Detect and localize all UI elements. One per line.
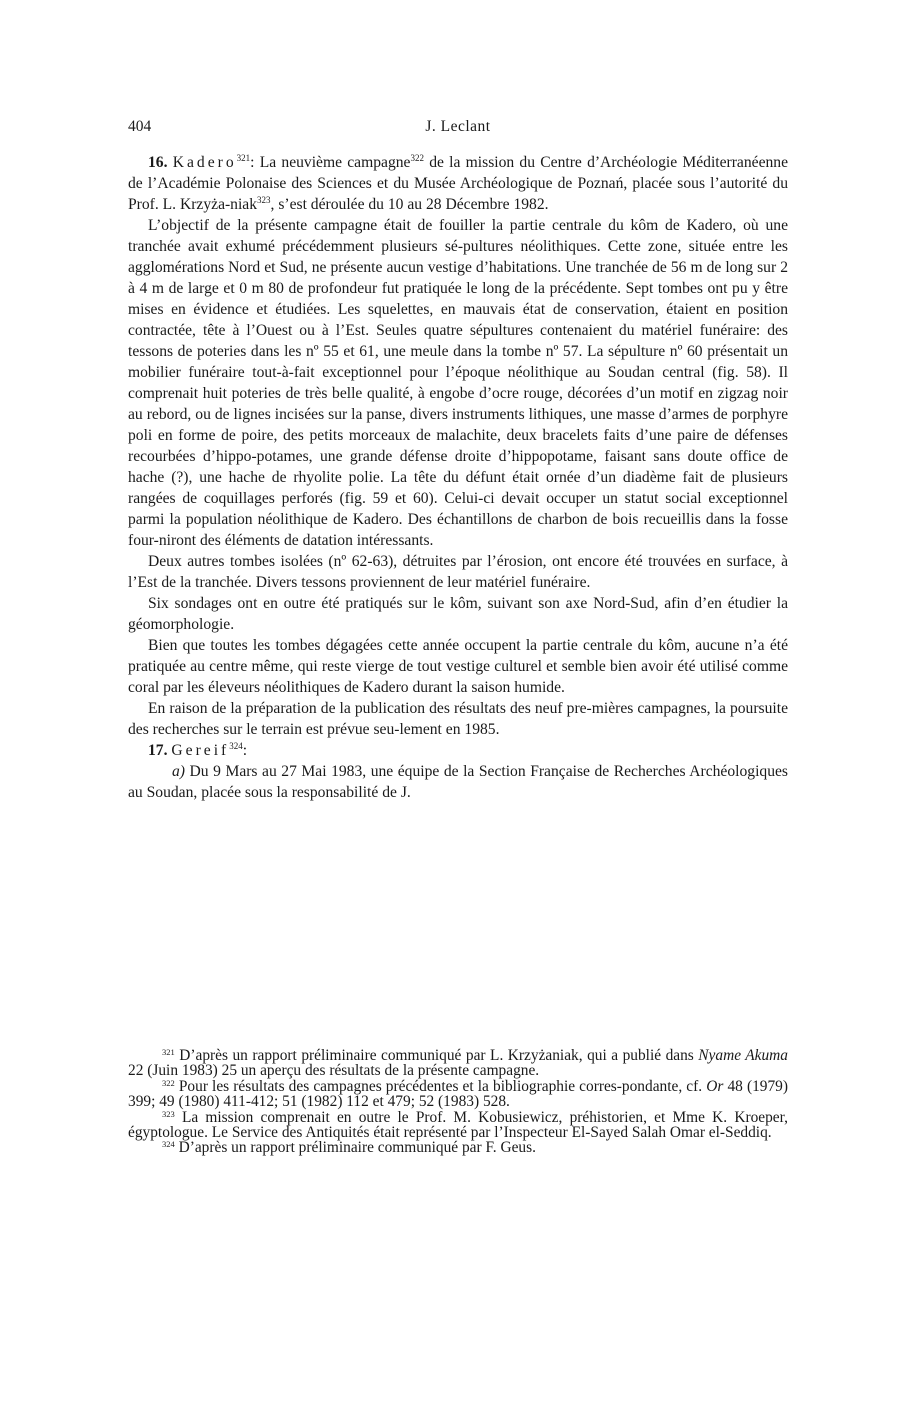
- paragraph: L’objectif de la présente campagne était de fouiller la partie centrale du kôm de Kadero, où une tranchée avait exhumé précédemment plusieurs sé-pultures néolithiques. Cette zone, située entre les agglomérations Nord et Sud, ne présente aucun vestige d’habitations. Une tranchée de 56 m de long sur 2 à 4 m de large et 0 m 80 de profondeur fut pratiquée le long de la précédente. Sept tombes ont pu y être mises en évidence et étudiées. Les squelettes, en mauvais état de conservation, étaient en position contractée, tête à l’Ouest ou à l’Est. Seules quatre sépultures contenaient du matériel funéraire: des tessons de poteries dans les nº 55 et 61, une meule dans la tombe nº 57. La sépulture nº 60 présentait un mobilier funéraire tout-à-fait exceptionnel pour l’époque néolithique au Soudan central (fig. 58). Il comprenait huit poteries de très belle qualité, à engobe d’ocre rouge, décorées d’un motif en zigzag noir au rebord, ou de lignes incisées sur la panse, divers instruments lithiques, une masse d’armes de porphyre poli en forme de poire, des petits morceaux de malachite, deux bracelets faits d’une paire de défenses recourbées d’hippo-potames, une grande défense droite d’hippopotame, faisant sans doute office de hache (?), une hache de rhyolite polie. La tête du défunt était ornée d’un diadème fait de plusieurs rangées de coquillages perforés (fig. 59 et 60). Celui-ci devait occuper un statut social exceptionnel parmi la population néolithique de Kadero. Des échantillons de charbon de bois recueillis dans la fosse four-niront des éléments de datation intéressants.: [128, 217, 788, 549]
- main-text: [128, 152, 788, 803]
- section-number: 17.: [148, 742, 168, 759]
- text-run: 48 (1979) 399; 49 (1980) 411-412; 51 (1982) 112 et 479; 52 (1983) 528.: [128, 1077, 788, 1111]
- section-16-opening: [128, 152, 788, 215]
- footnote-number: 322: [162, 1077, 175, 1088]
- footnote-number: 324: [162, 1139, 175, 1150]
- text-run: La mission comprenait en outre le Prof. M. Kobusiewicz, préhistorien, et Mme K. Kroeper, égyptologue. Le Service des Antiquités était représenté par l’Inspecteur El-Sayed Salah Omar el-Seddiq.: [128, 1108, 788, 1142]
- footnote-ref: 323: [257, 195, 271, 205]
- running-head: J. Leclant: [425, 118, 491, 135]
- text-run: D’après un rapport préliminaire communiqué par F. Geus.: [174, 1139, 536, 1157]
- footnote: [128, 1048, 788, 1079]
- footnote: [128, 1140, 788, 1155]
- footnote-ref: 324: [229, 741, 243, 751]
- page-number: 404: [128, 118, 152, 135]
- paragraph: Six sondages ont en outre été pratiqués sur le kôm, suivant son axe Nord-Sud, afin d’en étudier la géomorphologie.: [128, 595, 788, 633]
- text-run: 22 (Juin 1983) 25 un aperçu des résultats de la présente campagne.: [128, 1062, 540, 1080]
- footnote-ref: 322: [410, 153, 424, 163]
- list-label: a): [172, 763, 185, 780]
- page-header: [128, 118, 788, 140]
- section-17-heading: [128, 740, 788, 761]
- text-run: D’après un rapport préliminaire communiqué par L. Krzyżaniak, qui a publié dans: [174, 1047, 699, 1064]
- footnote: [128, 1110, 788, 1141]
- footnotes: [128, 1048, 788, 1156]
- text-run: , s’est déroulée du 10 au 28 Décembre 1982.: [270, 196, 549, 213]
- journal-title: Or: [706, 1077, 724, 1095]
- footnote: [128, 1079, 788, 1110]
- paragraph: Deux autres tombes isolées (nº 62-63), détruites par l’érosion, ont encore été trouvées en surface, à l’Est de la tranchée. Divers tessons proviennent de leur matériel funéraire.: [128, 553, 788, 591]
- footnote-number: 323: [162, 1108, 175, 1119]
- footnote-ref: 321: [236, 153, 251, 163]
- text-run: Du 9 Mars au 27 Mai 1983, une équipe de la Section Française de Recherches Archéologiques au Soudan, placée sous la responsabilité de J.: [128, 763, 788, 801]
- footnote-number: 321: [162, 1047, 175, 1057]
- text-run: de la mission du Centre d’Archéologie Méditerranéenne de l’Académie Polonaise des Sciences et du Musée Archéologique de Poznań, placée sous l’autorité du Prof. L. Krzyża-niak: [128, 154, 789, 213]
- paragraph: En raison de la préparation de la publication des résultats des neuf pre-mières campagnes, la poursuite des recherches sur le terrain est prévue seu-lement en 1985.: [128, 700, 788, 738]
- journal-title: Nyame Akuma: [698, 1047, 788, 1064]
- text-run: Pour les résultats des campagnes précédentes et la bibliographie corres-pondante, cf.: [174, 1077, 707, 1095]
- paragraph: Bien que toutes les tombes dégagées cette année occupent la partie centrale du kôm, aucune n’a été pratiquée au centre même, qui reste vierge de tout vestige culturel et semble bien avoir été utilisé comme coral par les éleveurs néolithiques de Kadero durant la saison humide.: [128, 637, 788, 696]
- text-run: : La neuvième campagne: [250, 154, 411, 171]
- paragraph: [128, 761, 788, 803]
- site-name: Gereif: [171, 742, 230, 759]
- site-name: Kadero: [172, 154, 237, 171]
- text-run: :: [242, 742, 248, 759]
- section-number: 16.: [148, 154, 168, 171]
